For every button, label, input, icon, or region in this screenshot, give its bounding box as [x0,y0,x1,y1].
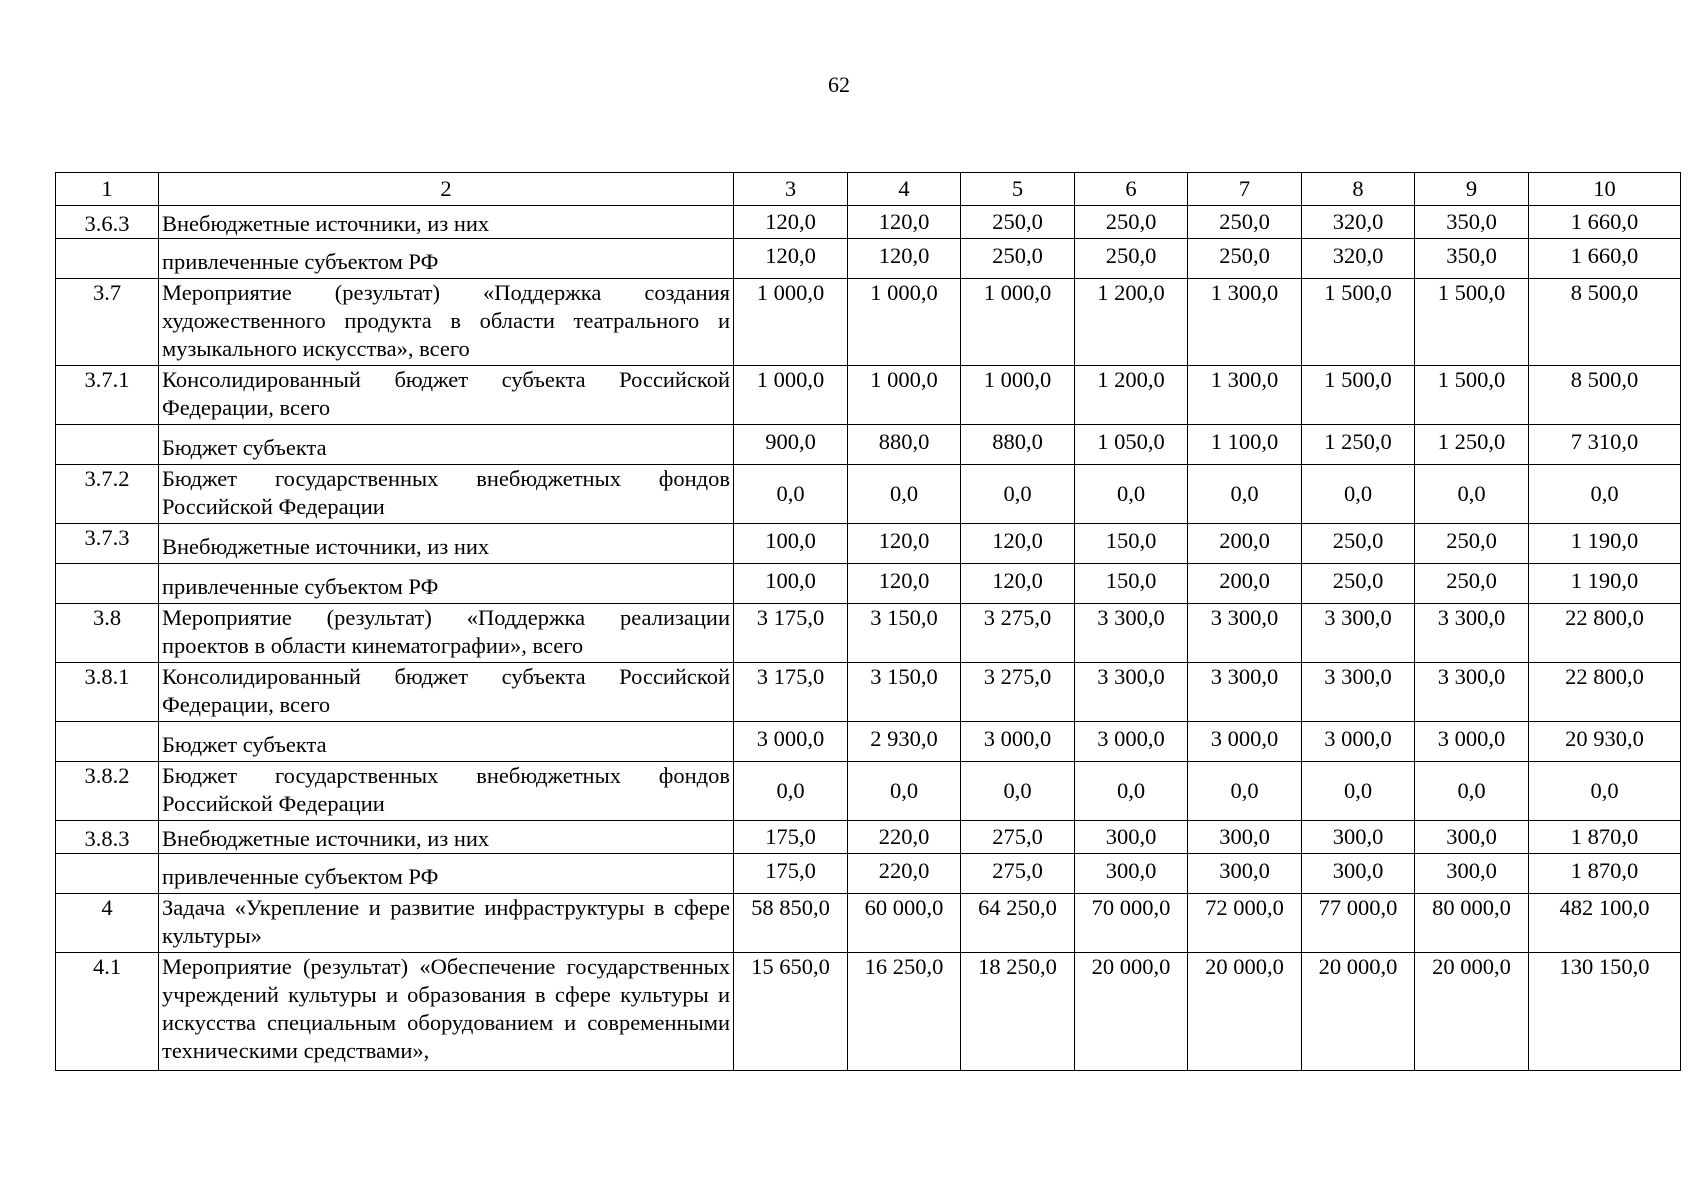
row-number-cell: 3.7.3 [56,524,159,564]
value-cell: 120,0 [848,524,961,564]
value-cell: 3 300,0 [1188,663,1302,722]
value-cell: 100,0 [734,564,848,604]
value-cell: 120,0 [961,524,1075,564]
value-cell: 350,0 [1415,206,1529,239]
row-number-cell: 3.8.1 [56,663,159,722]
value-cell: 3 300,0 [1415,604,1529,663]
table-body [56,173,1681,1071]
value-cell: 1 250,0 [1302,425,1415,465]
value-cell: 22 800,0 [1529,663,1681,722]
row-number-cell [56,239,159,279]
table-row [56,854,1681,894]
row-number-cell: 3.7.2 [56,465,159,524]
value-cell: 120,0 [848,564,961,604]
value-cell: 0,0 [1075,762,1188,821]
value-cell: 300,0 [1188,854,1302,894]
table-row [56,239,1681,279]
value-cell: 1 500,0 [1302,279,1415,366]
value-cell: 3 000,0 [1075,722,1188,762]
value-cell: 0,0 [1188,465,1302,524]
table-row [56,564,1681,604]
value-cell: 8 500,0 [1529,279,1681,366]
row-number-cell [56,564,159,604]
row-description-cell: привлеченные субъектом РФ [159,239,734,279]
value-cell: 300,0 [1188,821,1302,854]
value-cell: 1 300,0 [1188,279,1302,366]
value-cell: 3 000,0 [1415,722,1529,762]
value-cell: 0,0 [961,465,1075,524]
row-description-cell: Консолидированный бюджет субъекта Российской Федерации, всего [159,366,734,425]
value-cell: 2 930,0 [848,722,961,762]
value-cell: 20 000,0 [1302,953,1415,1071]
value-cell: 0,0 [734,762,848,821]
value-cell: 0,0 [848,762,961,821]
value-cell: 0,0 [1529,465,1681,524]
value-cell: 1 300,0 [1188,366,1302,425]
row-description-cell: Бюджет субъекта [159,425,734,465]
value-cell: 3 000,0 [1188,722,1302,762]
value-cell: 3 300,0 [1188,604,1302,663]
value-cell: 7 310,0 [1529,425,1681,465]
value-cell: 0,0 [1415,762,1529,821]
value-cell: 220,0 [848,854,961,894]
value-cell: 1 200,0 [1075,279,1188,366]
value-cell: 880,0 [848,425,961,465]
value-cell: 20 000,0 [1188,953,1302,1071]
value-cell: 0,0 [961,762,1075,821]
value-cell: 1 000,0 [961,366,1075,425]
value-cell: 1 500,0 [1302,366,1415,425]
row-description-cell: Мероприятие (результат) «Поддержка реализации проектов в области кинематографии», всего [159,604,734,663]
value-cell: 350,0 [1415,239,1529,279]
column-header: 9 [1415,173,1529,206]
column-header: 5 [961,173,1075,206]
value-cell: 20 930,0 [1529,722,1681,762]
value-cell: 130 150,0 [1529,953,1681,1071]
table-row [56,279,1681,366]
value-cell: 1 870,0 [1529,854,1681,894]
value-cell: 175,0 [734,854,848,894]
table-header-row [56,173,1681,206]
column-header: 1 [56,173,159,206]
value-cell: 1 000,0 [848,279,961,366]
value-cell: 3 000,0 [734,722,848,762]
value-cell: 3 175,0 [734,663,848,722]
column-header: 4 [848,173,961,206]
value-cell: 72 000,0 [1188,894,1302,953]
value-cell: 300,0 [1415,821,1529,854]
value-cell: 900,0 [734,425,848,465]
value-cell: 1 050,0 [1075,425,1188,465]
table-row [56,366,1681,425]
value-cell: 3 275,0 [961,604,1075,663]
row-description-cell: Внебюджетные источники, из них [159,524,734,564]
value-cell: 100,0 [734,524,848,564]
value-cell: 0,0 [1415,465,1529,524]
row-number-cell: 3.8.2 [56,762,159,821]
value-cell: 275,0 [961,854,1075,894]
table-row [56,425,1681,465]
value-cell: 18 250,0 [961,953,1075,1071]
row-description-cell: привлеченные субъектом РФ [159,564,734,604]
value-cell: 3 000,0 [961,722,1075,762]
value-cell: 120,0 [961,564,1075,604]
value-cell: 0,0 [734,465,848,524]
row-number-cell: 4 [56,894,159,953]
column-header: 6 [1075,173,1188,206]
value-cell: 1 000,0 [961,279,1075,366]
row-description-cell: Мероприятие (результат) «Обеспечение государственных учреждений культуры и образования в сфере культуры и искусства специальным оборудованием и современными техническими средствами», [159,953,734,1071]
value-cell: 3 300,0 [1302,663,1415,722]
column-header: 2 [159,173,734,206]
value-cell: 1 000,0 [848,366,961,425]
column-header: 10 [1529,173,1681,206]
table-row [56,524,1681,564]
value-cell: 3 275,0 [961,663,1075,722]
row-description-cell: Бюджет государственных внебюджетных фондов Российской Федерации [159,465,734,524]
value-cell: 150,0 [1075,524,1188,564]
value-cell: 3 000,0 [1302,722,1415,762]
value-cell: 300,0 [1302,854,1415,894]
value-cell: 250,0 [1302,564,1415,604]
row-number-cell: 3.7.1 [56,366,159,425]
row-description-cell: Мероприятие (результат) «Поддержка создания художественного продукта в области театрального и музыкального искусства», всего [159,279,734,366]
value-cell: 60 000,0 [848,894,961,953]
value-cell: 1 000,0 [734,279,848,366]
column-header: 8 [1302,173,1415,206]
row-number-cell: 3.7 [56,279,159,366]
value-cell: 58 850,0 [734,894,848,953]
value-cell: 880,0 [961,425,1075,465]
value-cell: 1 870,0 [1529,821,1681,854]
value-cell: 300,0 [1075,821,1188,854]
page-number: 62 [828,72,850,97]
row-number-cell: 4.1 [56,953,159,1071]
value-cell: 1 190,0 [1529,564,1681,604]
table-row [56,663,1681,722]
value-cell: 1 100,0 [1188,425,1302,465]
value-cell: 1 190,0 [1529,524,1681,564]
value-cell: 482 100,0 [1529,894,1681,953]
value-cell: 15 650,0 [734,953,848,1071]
value-cell: 0,0 [848,465,961,524]
table-row [56,953,1681,1071]
value-cell: 120,0 [734,206,848,239]
value-cell: 20 000,0 [1415,953,1529,1071]
row-description-cell: Консолидированный бюджет субъекта Российской Федерации, всего [159,663,734,722]
value-cell: 250,0 [1415,524,1529,564]
value-cell: 250,0 [1415,564,1529,604]
value-cell: 250,0 [1188,206,1302,239]
value-cell: 250,0 [1075,206,1188,239]
row-number-cell [56,854,159,894]
value-cell: 320,0 [1302,206,1415,239]
value-cell: 3 300,0 [1415,663,1529,722]
value-cell: 250,0 [961,206,1075,239]
value-cell: 0,0 [1075,465,1188,524]
row-number-cell: 3.6.3 [56,206,159,239]
row-description-cell: Задача «Укрепление и развитие инфраструктуры в сфере культуры» [159,894,734,953]
row-description-cell: Внебюджетные источники, из них [159,821,734,854]
value-cell: 3 300,0 [1075,604,1188,663]
value-cell: 3 175,0 [734,604,848,663]
budget-table [55,172,1681,1071]
value-cell: 20 000,0 [1075,953,1188,1071]
value-cell: 200,0 [1188,524,1302,564]
value-cell: 0,0 [1529,762,1681,821]
table-row [56,465,1681,524]
row-description-cell: привлеченные субъектом РФ [159,854,734,894]
value-cell: 3 150,0 [848,604,961,663]
value-cell: 0,0 [1188,762,1302,821]
value-cell: 3 300,0 [1302,604,1415,663]
table-row [56,821,1681,854]
value-cell: 300,0 [1302,821,1415,854]
value-cell: 1 660,0 [1529,206,1681,239]
value-cell: 300,0 [1415,854,1529,894]
value-cell: 150,0 [1075,564,1188,604]
row-description-cell: Внебюджетные источники, из них [159,206,734,239]
value-cell: 0,0 [1302,465,1415,524]
value-cell: 64 250,0 [961,894,1075,953]
value-cell: 3 150,0 [848,663,961,722]
value-cell: 3 300,0 [1075,663,1188,722]
value-cell: 22 800,0 [1529,604,1681,663]
value-cell: 250,0 [1302,524,1415,564]
row-description-cell: Бюджет субъекта [159,722,734,762]
value-cell: 220,0 [848,821,961,854]
row-number-cell: 3.8 [56,604,159,663]
value-cell: 120,0 [848,206,961,239]
value-cell: 250,0 [1188,239,1302,279]
table-row [56,206,1681,239]
value-cell: 300,0 [1075,854,1188,894]
table-row [56,604,1681,663]
value-cell: 200,0 [1188,564,1302,604]
value-cell: 1 660,0 [1529,239,1681,279]
value-cell: 1 000,0 [734,366,848,425]
value-cell: 0,0 [1302,762,1415,821]
value-cell: 77 000,0 [1302,894,1415,953]
value-cell: 1 200,0 [1075,366,1188,425]
column-header: 7 [1188,173,1302,206]
table-row [56,894,1681,953]
table-row [56,722,1681,762]
value-cell: 120,0 [734,239,848,279]
row-description-cell: Бюджет государственных внебюджетных фондов Российской Федерации [159,762,734,821]
table-row [56,762,1681,821]
column-header: 3 [734,173,848,206]
value-cell: 16 250,0 [848,953,961,1071]
value-cell: 250,0 [1075,239,1188,279]
value-cell: 250,0 [961,239,1075,279]
value-cell: 1 500,0 [1415,366,1529,425]
value-cell: 70 000,0 [1075,894,1188,953]
value-cell: 1 250,0 [1415,425,1529,465]
value-cell: 175,0 [734,821,848,854]
value-cell: 8 500,0 [1529,366,1681,425]
value-cell: 120,0 [848,239,961,279]
value-cell: 1 500,0 [1415,279,1529,366]
value-cell: 275,0 [961,821,1075,854]
row-number-cell [56,425,159,465]
row-number-cell: 3.8.3 [56,821,159,854]
value-cell: 80 000,0 [1415,894,1529,953]
value-cell: 320,0 [1302,239,1415,279]
row-number-cell [56,722,159,762]
